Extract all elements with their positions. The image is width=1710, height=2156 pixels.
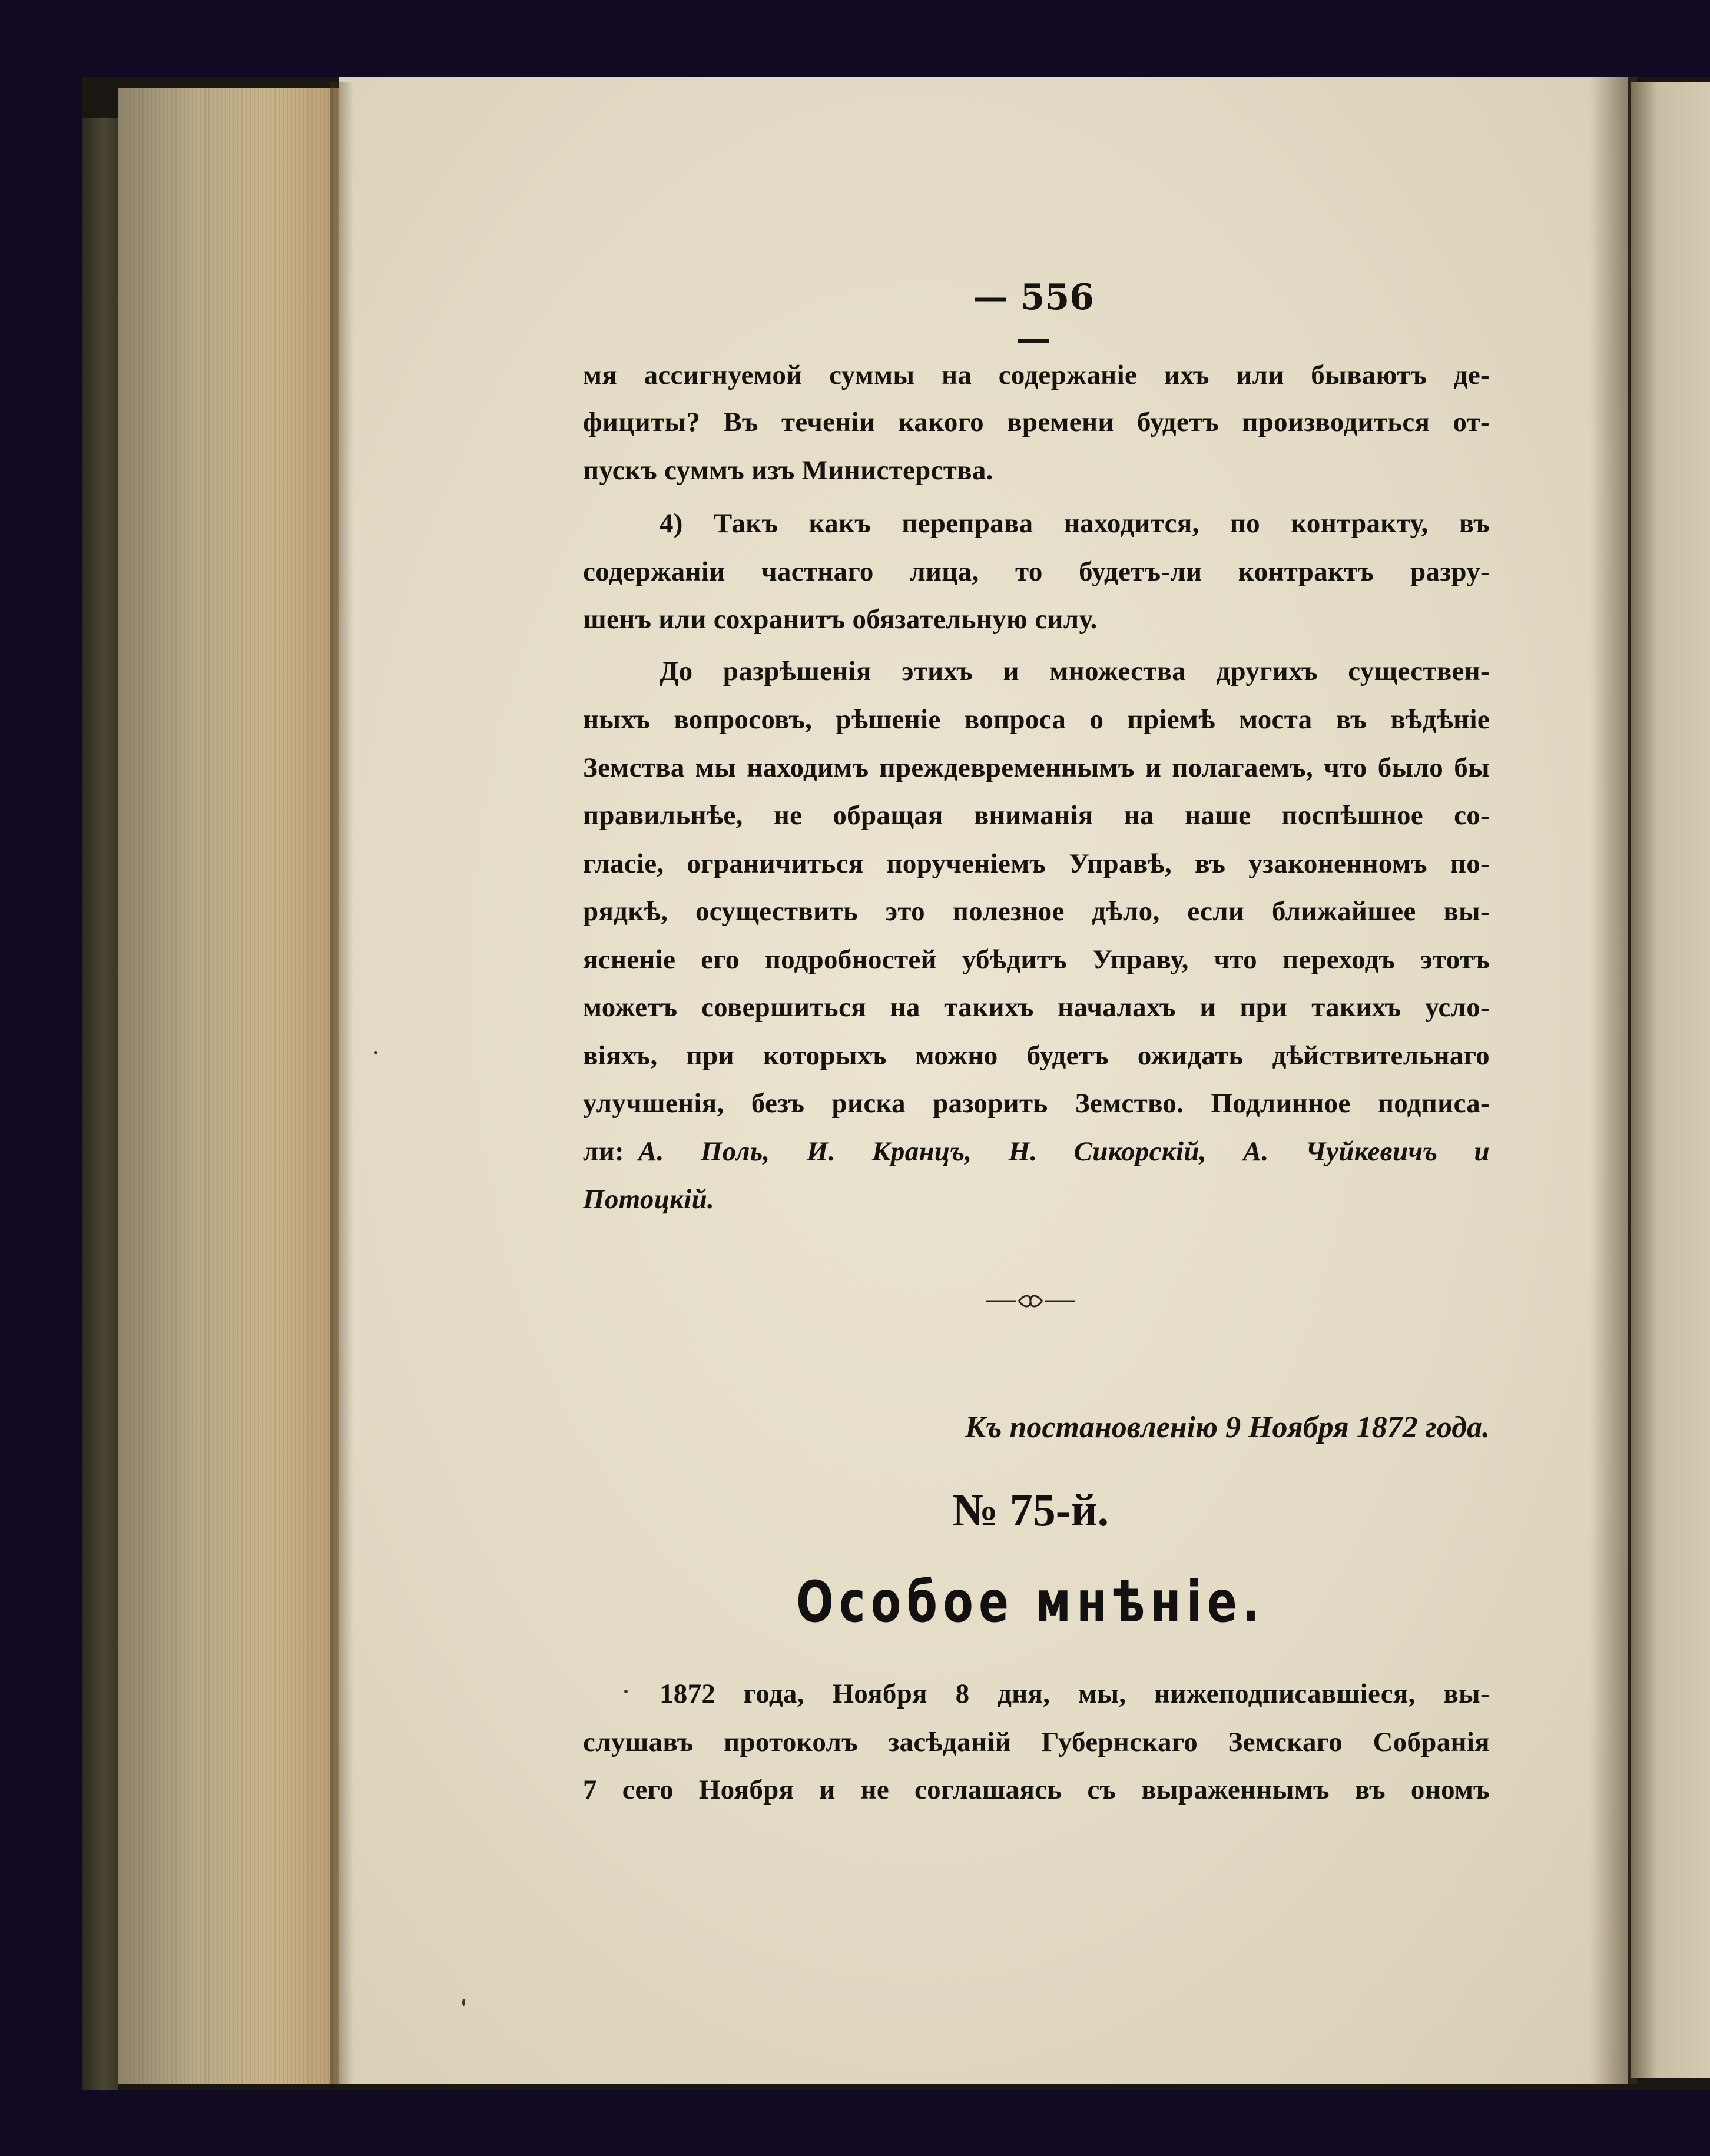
text-line: фициты? Въ теченіи какого времени будетъ производиться от- <box>583 407 1490 437</box>
text-line: можетъ совершиться на такихъ началахъ и при такихъ усло- <box>583 992 1490 1023</box>
text-line: ясненіе его подробностей убѣдитъ Управу, что переходъ этотъ <box>583 944 1490 975</box>
text-line: правильнѣе, не обращая вниманія на наше поспѣшное со- <box>583 800 1490 831</box>
text-line: улучшенія, безъ риска разорить Земство. Подлинное подписа- <box>583 1088 1490 1119</box>
text-line: До разрѣшенія этихъ и множества другихъ существен- <box>660 656 1490 686</box>
page-shadow <box>330 82 353 2084</box>
text-line: шенъ или сохранитъ обязательную силу. <box>583 604 1098 635</box>
page-edges <box>118 88 342 2084</box>
section-title: Особое мнѣніе. <box>796 1569 1265 1635</box>
signature-last: Потоцкій. <box>583 1184 715 1215</box>
text-line: 4) Такъ какъ переправа находится, по контракту, въ <box>660 508 1490 539</box>
book-spine <box>82 118 118 2090</box>
text-line: 7 сего Ноября и не соглашаясь съ выраженнымъ въ ономъ <box>583 1774 1490 1805</box>
signatures-line <box>583 1136 1490 1167</box>
page-speck <box>374 1051 377 1054</box>
text-line: слушавъ протоколъ засѣданій Губернскаго Земскаго Собранія <box>583 1727 1490 1757</box>
document-number: № 75-й. <box>952 1484 1109 1535</box>
text-line: мя ассигнуемой суммы на содержаніе ихъ или бываютъ де- <box>583 360 1490 390</box>
ornament-divider-icon <box>983 1292 1078 1310</box>
text-line: 1872 года, Ноября 8 дня, мы, нижеподписавшіеся, вы- <box>660 1679 1490 1709</box>
text-line: пускъ суммъ изъ Министерства. <box>583 455 993 486</box>
text-line: рядкѣ, осуществить это полезное дѣло, если ближайшее вы- <box>583 896 1490 927</box>
page-gutter <box>1590 77 1637 2084</box>
facing-page-edge <box>1631 82 1710 2078</box>
resolution-reference: Къ постановленію 9 Ноября 1872 года. <box>965 1411 1490 1444</box>
page-speck <box>624 1690 628 1693</box>
text-line: ныхъ вопросовъ, рѣшеніе вопроса о пріемѣ моста въ вѣдѣніе <box>583 704 1490 735</box>
text-line: содержаніи частнаго лица, то будетъ-ли контрактъ разру- <box>583 556 1490 587</box>
page-number: — 556 — <box>972 277 1095 359</box>
text-line: Земства мы находимъ преждевременнымъ и полагаемъ, что было бы <box>583 752 1490 783</box>
signature-names: А. Поль, И. Кранцъ, Н. Сикорскій, А. Чуйкевичъ и <box>638 1136 1490 1167</box>
text-line: віяхъ, при которыхъ можно будетъ ожидать дѣйствительнаго <box>583 1040 1490 1071</box>
text-line: гласіе, ограничиться порученіемъ Управѣ, въ узаконенномъ по- <box>583 848 1490 879</box>
signature-prefix: ли: <box>583 1136 625 1167</box>
page-speck <box>462 1999 465 2006</box>
